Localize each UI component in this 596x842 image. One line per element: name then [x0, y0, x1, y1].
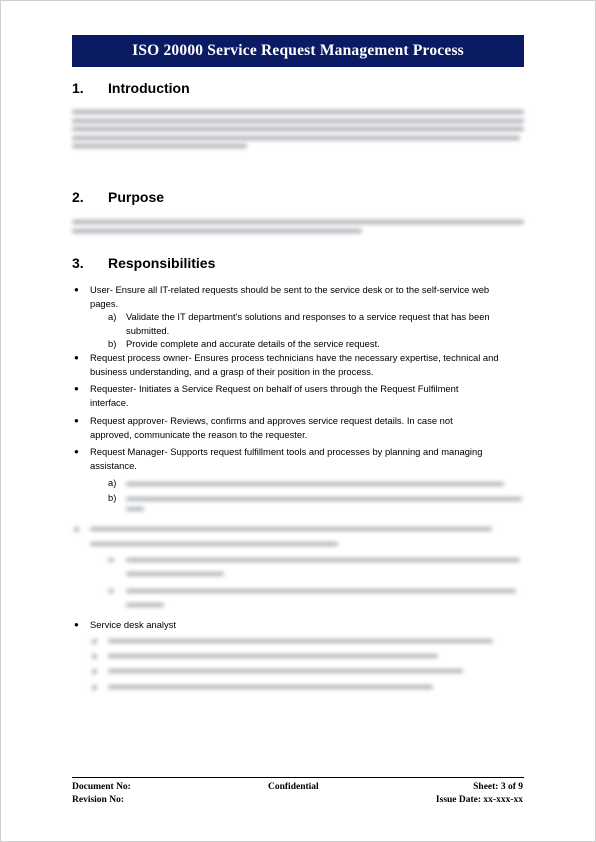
footer-revision-no: Revision No:: [72, 795, 124, 805]
blurred-text-line: [90, 527, 492, 531]
blurred-text-line: [126, 603, 164, 607]
document-title: ISO 20000 Service Request Management Process: [132, 42, 464, 59]
section-number: 1.: [72, 80, 84, 96]
blurred-text-line: [108, 558, 114, 562]
blurred-text-line: [126, 589, 516, 593]
blurred-text-line: [90, 542, 338, 546]
document-title-banner: [72, 35, 524, 67]
sub-item-label: a): [108, 477, 117, 488]
sub-item-label: b): [108, 492, 117, 503]
responsibility-approver: Request approver- Reviews, confirms and approves service request details. In case not approved, communicate the reason to the requester.: [90, 415, 453, 440]
purpose-paragraph-blurred: [72, 216, 524, 237]
section-heading-introduction: [72, 80, 190, 96]
blurred-text-line: [126, 482, 504, 486]
section-heading-responsibilities: [72, 255, 215, 271]
footer-divider: [72, 777, 524, 778]
section-title: Introduction: [108, 80, 190, 96]
footer-document-no: Document No:: [72, 782, 131, 792]
footer-issue-date: Issue Date: xx-xxx-xx: [435, 795, 523, 805]
section-number: 2.: [72, 189, 84, 205]
blurred-text-line: [108, 639, 493, 643]
responsibility-service-desk-analyst: Service desk analyst: [90, 619, 176, 630]
section-number: 3.: [72, 255, 84, 271]
blurred-text-line: [108, 685, 433, 689]
blurred-bullet: [74, 527, 79, 532]
responsibility-requester: Requester- Initiates a Service Request on behalf of users through the Request Fulfilment interface.: [90, 383, 459, 408]
blurred-bullet: [92, 654, 97, 659]
section-title: Purpose: [108, 189, 165, 205]
introduction-paragraph-blurred: [72, 106, 524, 153]
blurred-text-line: [126, 507, 144, 511]
blurred-bullet: [92, 639, 97, 644]
blurred-text-line: [108, 589, 114, 593]
responsibility-manager: Request Manager- Supports request fulfillment tools and processes by planning and managing assistance.: [90, 446, 483, 471]
blurred-text-line: [126, 572, 224, 576]
bullet-icon: ●: [74, 353, 79, 362]
footer-confidential: Confidential: [268, 782, 319, 792]
user-sub-item-a: Validate the IT department's solutions and responses to a service request that has been submitted.: [126, 311, 490, 336]
sub-item-label: a): [108, 311, 117, 322]
bullet-icon: ●: [74, 384, 79, 393]
blurred-bullet: [92, 685, 97, 690]
user-sub-item-b: Provide complete and accurate details of the service request.: [126, 338, 380, 349]
responsibility-process-owner: Request process owner- Ensures process technicians have the necessary expertise, technical and business understanding, and a grasp of their position in the process.: [90, 352, 499, 377]
bullet-icon: ●: [74, 285, 79, 294]
footer-sheet: Sheet: 3 of 9: [473, 782, 523, 792]
bullet-icon: ●: [74, 447, 79, 456]
responsibility-user: User- Ensure all IT-related requests should be sent to the service desk or to the self-service web pages.: [90, 284, 490, 309]
sub-item-label: b): [108, 338, 117, 349]
blurred-text-line: [108, 669, 463, 673]
blurred-bullet: [92, 669, 97, 674]
section-title: Responsibilities: [108, 255, 216, 271]
section-heading-purpose: [72, 189, 164, 205]
bullet-icon: ●: [74, 620, 79, 629]
blurred-text-line: [126, 497, 522, 501]
blurred-text-line: [108, 654, 438, 658]
blurred-text-line: [126, 558, 520, 562]
bullet-icon: ●: [74, 416, 79, 425]
